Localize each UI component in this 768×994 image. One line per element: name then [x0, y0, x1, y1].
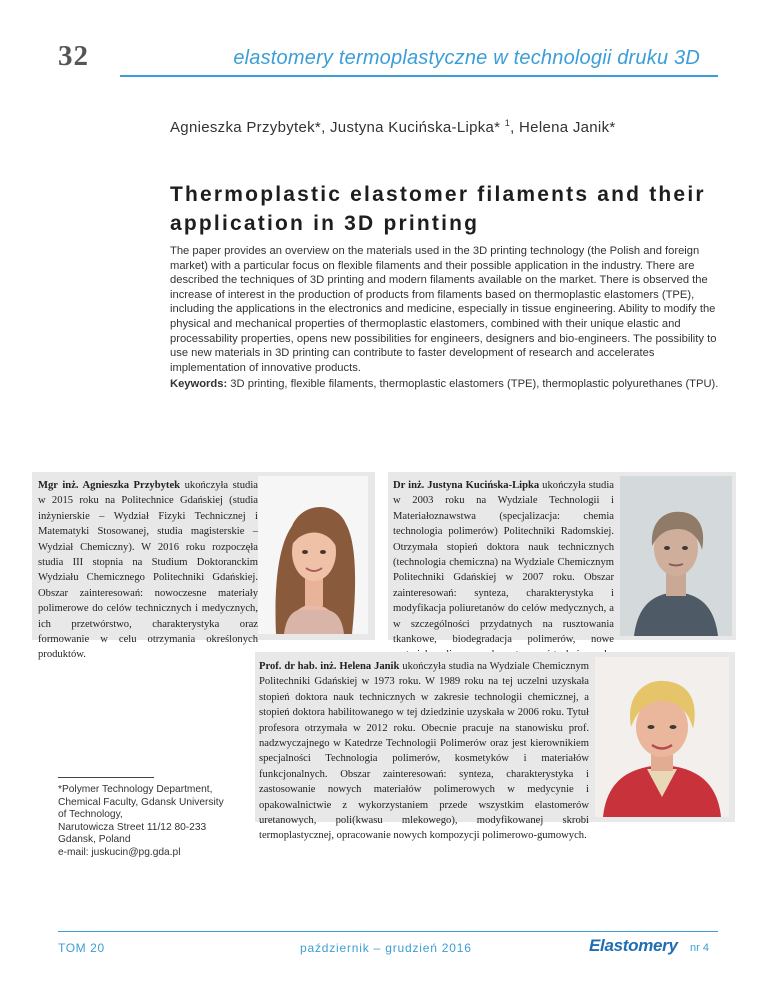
journal-logo: Elastomery	[589, 936, 678, 955]
authors-superscript: 1	[504, 118, 511, 128]
portrait-woman-short-hair	[620, 476, 732, 636]
bio-box-kucinska-lipka	[388, 472, 736, 646]
bio-name: Dr inż. Justyna Kucińska-Lipka	[393, 480, 540, 491]
running-title: elastomery termoplastyczne w technologii druku 3D	[233, 47, 700, 69]
authors-main: Agnieszka Przybytek*, Justyna Kucińska-Lipka*	[170, 119, 501, 136]
bio-text	[38, 478, 258, 663]
footnote-email: e-mail: juskucin@pg.gda.pl	[58, 846, 181, 858]
bio-text	[393, 478, 614, 663]
bio-body: ukończyła studia w 2003 roku na Wydziale Technologii i Materiałoznawstwa (specjalizacja: chemia technologia polimerów) Politechniki Radomskiej. Otrzymała stopień doktora nauk technicznych (technologia chemiczna) na Wydziale Chemicznym Politechniki Gdańskiej w 2007 roku. Obszar zainteresowań: synteza, charakterystyka i modyfikacja poliuretanów do celów medycznych, a w szczególności przydatnych na rusztowania tkankowe, biodegradacja polimerów, nowe	[393, 480, 614, 646]
footnote-line: of Technology,	[58, 809, 123, 821]
abstract: The paper provides an overview on the materials used in the 3D printing technology (the Polish and foreign market) with a particular focus on flexible filaments and their possible application in the industry. There are described the techniques of 3D printing and modern filaments available on the market. There is observed the increase of interest in the production of products from filaments based on thermoplastic elastomers (TPE), including the applications in the electronics and medicine, especially in tissue engineering. Ability to modify the physical and mechanical properties of thermoplastic elastomers, combined with their unique elastic and processability properties, opens new possibilities for engineers, designers and bio-engineers. The possibility to use new materials in 3D printing can contribute to faster development of research and accelerates implementation of innovative products.	[170, 245, 717, 374]
bio-text	[259, 659, 589, 844]
keywords	[170, 377, 730, 392]
keywords-label: Keywords:	[170, 378, 228, 390]
footnote-rule	[58, 777, 154, 778]
authors-last: , Helena Janik*	[510, 119, 616, 136]
affiliation-footnote	[58, 784, 228, 860]
footnote-line: Gdansk, Poland	[58, 834, 131, 846]
page-number: 32	[58, 40, 89, 72]
bio-box-przybytek	[32, 472, 375, 661]
author-photo-janik	[595, 657, 729, 817]
footnote-line: Narutowicza Street 11/12 80-233	[58, 821, 207, 833]
bio-body: ukończyła studia na Wydziale Chemicznym Politechniki Gdańskiej w 1973 roku. W 1989 roku na tej uczelni uzyskała stopień doktora nauk technicznych w zakresie technologii chemicznej, a stopień doktora habilitowanego w tej dziedzinie uzyskała w 2006 roku. Tytuł profesora otrzymała w 2012 roku. Obecnie pracuje na stanowisku prof. nadzwyczajnego w Katedrze Technologii Polimerów oraz jest kierownikiem specjalności Technologia polimerów, kosmetyków i materiałów funkcjonalnych. Obszar zainteresowań: synteza, charakterystyka i zastosowanie nowych materiałów polimerowych w medycynie i opakowalnictwie z wykorzystaniem przede wszystkim elastomerów uretanowych, poli(kwasu mlekowego), modyfikowanej skrobi termoplastycznej, opracowanie nowych kompozycji polimerowo-gumowych.	[259, 661, 589, 842]
portrait-young-woman	[258, 476, 368, 634]
header-rule	[120, 75, 718, 77]
article-title: Thermoplastic elastomer filaments and their application in 3D printing	[170, 183, 706, 235]
bio-box-janik	[255, 652, 735, 842]
footer-issue: nr 4	[690, 942, 709, 954]
footer-date: październik – grudzień 2016	[300, 941, 472, 955]
keywords-text: 3D printing, flexible filaments, thermoplastic elastomers (TPE), thermoplastic polyurethanes (TPU).	[227, 378, 719, 390]
bio-body: ukończyła studia w 2015 roku na Politechnice Gdańskiej (studia inżynierskie – Wydział Fizyki Technicznej i Matematyki Stosowanej, studia magisterskie – Wydział Chemiczny). W 2016 roku rozpoczęła studia III stopnia na Studium Doktoranckim Wydziału Chemicznego Politechniki Gdańskiej. Obszar zainteresowań: nowoczesne materiały polimerowe do celów technicznych i medycznych, ich przetwórstwo, charakterystyka oraz formowanie w celu otrzymania określonych produktów.	[38, 480, 258, 661]
portrait-woman-red-jacket	[595, 657, 729, 817]
bio-name: Mgr inż. Agnieszka Przybytek	[38, 480, 181, 491]
author-photo-kucinska-lipka	[620, 476, 732, 636]
footer-volume: TOM 20	[58, 941, 105, 955]
footnote-line: *Polymer Technology Department,	[58, 784, 213, 795]
footer-rule	[58, 931, 718, 932]
author-photo-przybytek	[258, 476, 368, 634]
bio-name: Prof. dr hab. inż. Helena Janik	[259, 661, 400, 672]
authors	[170, 118, 616, 136]
footnote-line: Chemical Faculty, Gdansk University	[58, 796, 224, 808]
